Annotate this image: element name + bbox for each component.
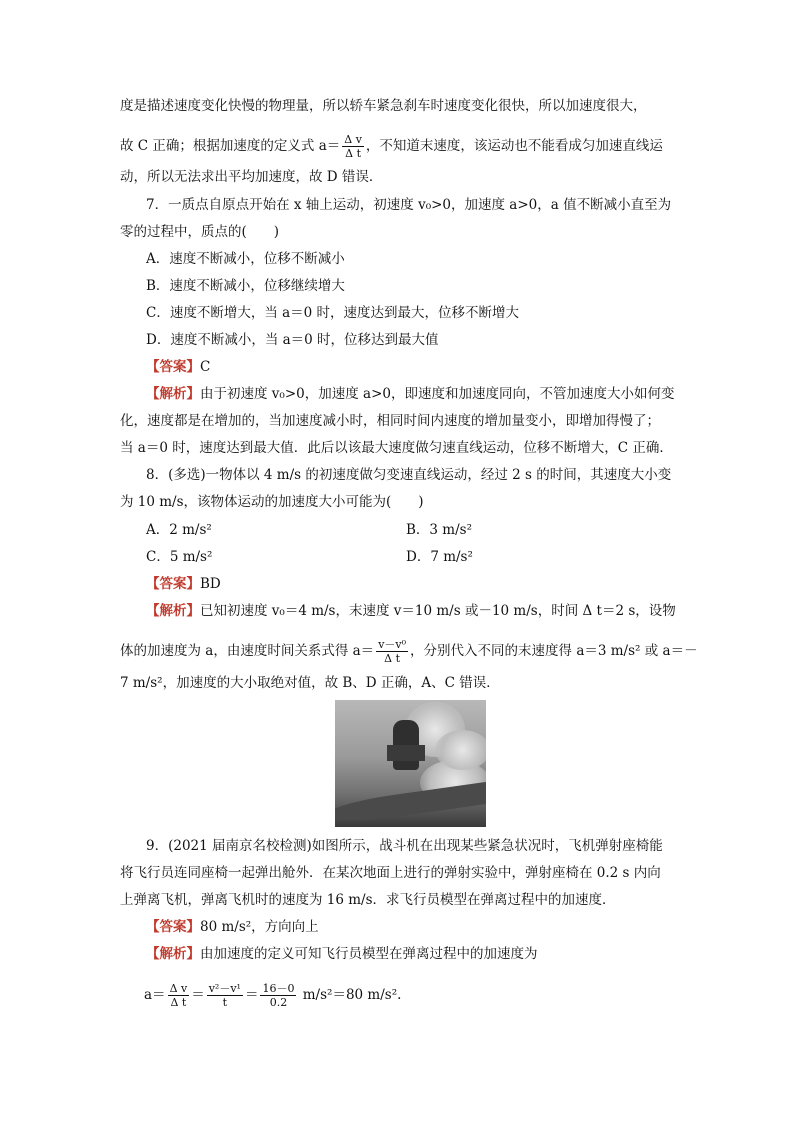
ejection-seat-photo (335, 700, 486, 827)
answer-7: 【答案】C (146, 359, 211, 375)
explanation-8: 【解析】已知初速度 v₀＝4 m/s，末速度 v＝10 m/s 或－10 m/s，时间 Δ t＝2 s，设物 (146, 603, 676, 619)
fraction: $\frac{\text{Δ v}}{\text{Δ t}}$ (344, 133, 362, 160)
fraction: $\frac{\text{Δ v}}{\text{Δ t}}$ (169, 982, 188, 1009)
answer-8: 【答案】BD (146, 576, 221, 592)
equation: a＝ $\frac{\text{Δ v}}{\text{Δ t}}$ ＝ $\frac{\text{v²－v¹}}{t}$ ＝ $\frac{16-0}{0.2}$ m/s²＝80 m/s². (144, 982, 402, 1009)
text-line: 体的加速度为 a，由速度时间关系式得 a＝ $\frac{\text{v－v⁰}}{\text{Δ t}}$ ，分别代入不同的末速度得 a＝3 m/s² 或 a＝－ (120, 638, 698, 665)
option-b: B．3 m/s² (406, 522, 472, 538)
text-line: 上弹离飞机，弹离飞机时的速度为 16 m/s．求飞行员模型在弹离过程中的加速度． (120, 892, 616, 908)
question-7: 7．一质点自原点开始在 x 轴上运动，初速度 v₀>0，加速度 a>0，a 值不断减小直至为 (146, 197, 672, 213)
option-d: D．速度不断减小，当 a＝0 时，位移达到最大值 (146, 332, 439, 348)
text-line: 度是描述速度变化快慢的物理量，所以轿车紧急刹车时速度变化很快，所以加速度很大， (120, 98, 647, 114)
question-8: 8．(多选)一物体以 4 m/s 的初速度做匀变速直线运动，经过 2 s 的时间，其速度大小变 (146, 467, 672, 483)
option-d: D．7 m/s² (406, 549, 473, 565)
option-c: C．速度不断增大，当 a＝0 时，速度达到最大，位移不断增大 (146, 305, 520, 321)
option-a: A．2 m/s² (146, 522, 212, 538)
option-a: A．速度不断减小，位移不断减小 (146, 251, 345, 267)
text-line: 化，速度都是在增加的，当加速度减小时，相同时间内速度的增加量变小，即增加得慢了； (120, 413, 660, 429)
text-line: 当 a＝0 时，速度达到最大值．此后以该最大速度做匀速直线运动，位移不断增大，C 正确． (120, 440, 673, 456)
text-line: 为 10 m/s，该物体运动的加速度大小可能为( ) (120, 494, 424, 510)
text-line: 将飞行员连同座椅一起弹出舱外．在某次地面上进行的弹射实验中，弹射座椅在 0.2 s 内向 (120, 865, 661, 881)
text-line: 零的过程中，质点的( ) (120, 224, 280, 240)
fraction: $\frac{\text{v²－v¹}}{t}$ (208, 982, 241, 1009)
text-line: 动，所以无法求出平均加速度，故 D 错误． (120, 169, 383, 185)
answer-9: 【答案】80 m/s²，方向向上 (146, 919, 319, 935)
fraction: $\frac{16-0}{0.2}$ (262, 982, 295, 1009)
option-c: C．5 m/s² (146, 549, 213, 565)
question-9: 9．(2021 届南京名校检测)如图所示，战斗机在出现某些紧急状况时，飞机弹射座椅能 (146, 838, 663, 854)
option-b: B．速度不断减小，位移继续增大 (146, 278, 345, 294)
fraction: $\frac{\text{v－v⁰}}{\text{Δ t}}$ (378, 638, 407, 665)
text-line: 7 m/s²，加速度的大小取绝对值，故 B、D 正确，A、C 错误． (120, 675, 500, 691)
explanation-9: 【解析】由加速度的定义可知飞行员模型在弹离过程中的加速度为 (146, 946, 538, 962)
text-line: 故 C 正确；根据加速度的定义式 a＝ $\frac{\text{Δ v}}{\text{Δ t}}$ ，不知道末速度，该运动也不能看成匀加速直线运 (120, 133, 663, 160)
explanation-7: 【解析】由于初速度 v₀>0，加速度 a>0，即速度和加速度同向，不管加速度大小如何变 (146, 386, 675, 402)
